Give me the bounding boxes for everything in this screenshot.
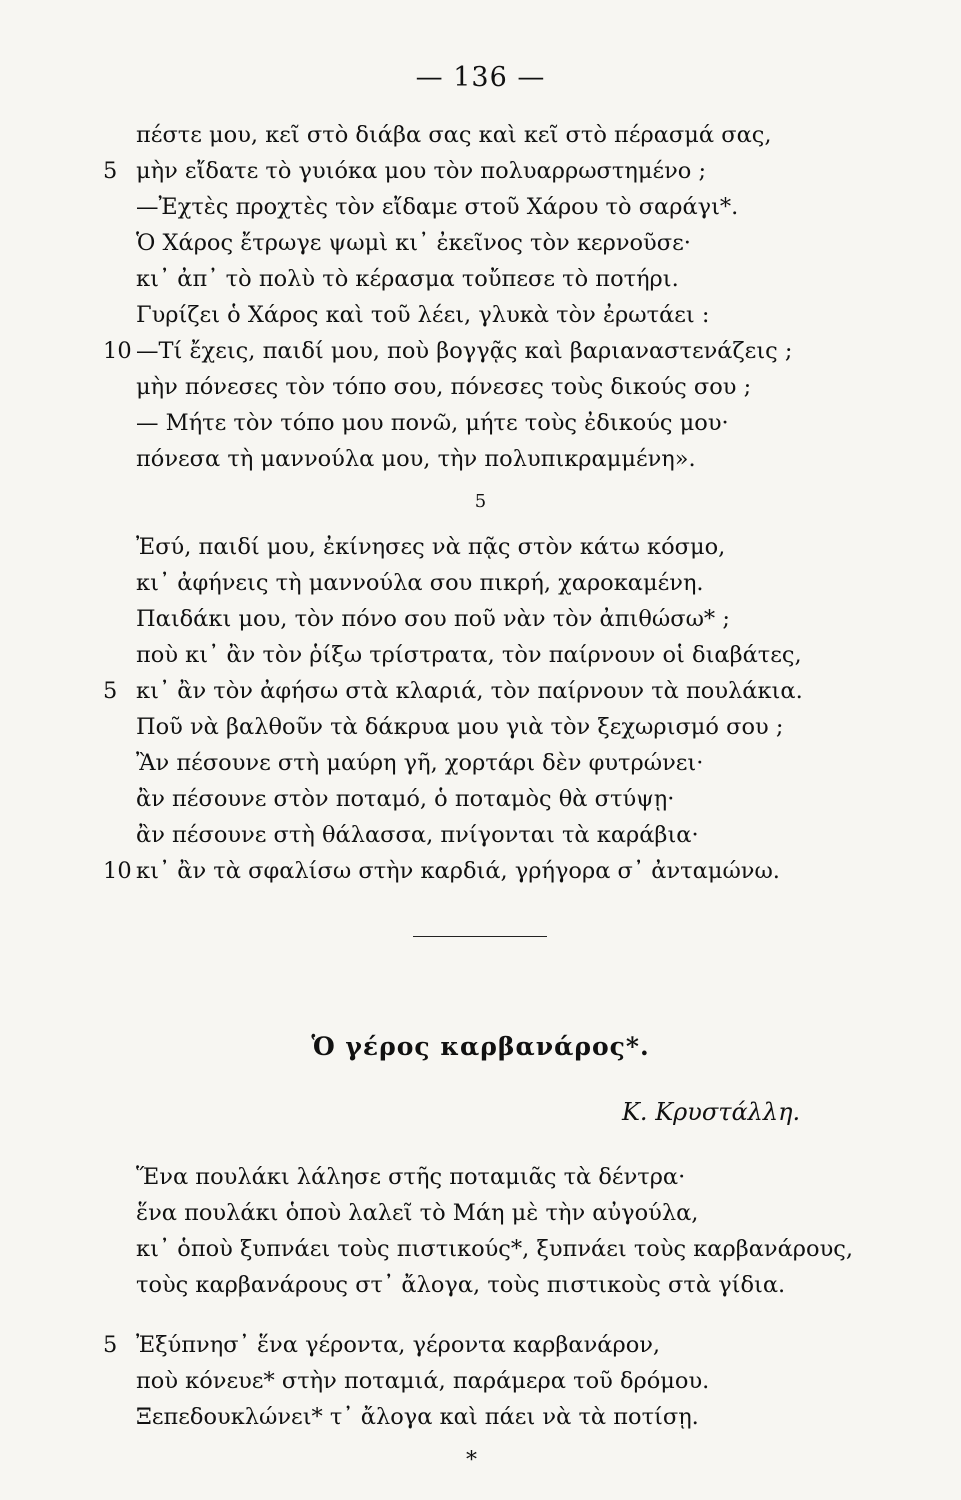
verse-line <box>0 745 961 781</box>
line-text: ποὺ κόνευε* στὴν ποταμιά, παράμερα τοῦ δρόμου. <box>136 1368 710 1394</box>
line-text: κι᾽ ἀφήνεις τὴ μαννούλα σου πικρή, χαροκαμένη. <box>136 570 704 596</box>
line-text: μὴν εἴδατε τὸ γυιόκα μου τὸν πολυαρρωστημένο ; <box>136 158 707 184</box>
verse-block-2 <box>0 529 961 889</box>
line-text: Ξεπεδουκλώνει* τ᾽ ἄλογα καὶ πάει νὰ τὰ ποτίσῃ. <box>136 1404 699 1430</box>
verse-line <box>0 369 961 405</box>
verse-block-3 <box>0 1159 961 1303</box>
line-text: Ἐξύπνησ᾽ ἕνα γέροντα, γέροντα καρβανάρον, <box>136 1332 661 1358</box>
line-text: Ἐσύ, παιδί μου, ἐκίνησες νὰ πᾷς στὸν κάτω κόσμο, <box>136 534 726 560</box>
verse-block-1 <box>0 117 961 477</box>
line-text: ποὺ κι᾽ ἂν τὸν ῥίξω τρίστρατα, τὸν παίρνουν οἱ διαβάτες, <box>136 642 802 668</box>
verse-block-4 <box>0 1327 961 1435</box>
line-text: ἂν πέσουνε στὴ θάλασσα, πνίγονται τὰ καράβια· <box>136 822 699 848</box>
verse-line <box>0 1267 961 1303</box>
line-text: κι᾽ ἀπ᾽ τὸ πολὺ τὸ κέρασμα τοὔπεσε τὸ ποτήρι. <box>136 266 679 292</box>
verse-line <box>0 333 961 369</box>
verse-line <box>0 817 961 853</box>
line-text: μὴν πόνεσες τὸν τόπο σου, πόνεσες τοὺς δικούς σου ; <box>136 374 752 400</box>
line-number: 10 <box>103 338 132 364</box>
verse-line <box>0 189 961 225</box>
verse-line <box>0 529 961 565</box>
line-text: κι᾽ ἂν τὸν ἀφήσω στὰ κλαριά, τὸν παίρνουν τὰ πουλάκια. <box>136 678 803 704</box>
verse-line <box>0 405 961 441</box>
line-text: Ἕνα πουλάκι λάλησε στῆς ποταμιᾶς τὰ δέντρα· <box>136 1164 686 1190</box>
verse-line <box>0 673 961 709</box>
poem-author: Κ. Κρυστάλλη. <box>622 1098 801 1126</box>
verse-line <box>0 261 961 297</box>
line-number: 10 <box>103 858 132 884</box>
verse-line <box>0 1399 961 1435</box>
verse-line <box>0 601 961 637</box>
line-text: Ποῦ νὰ βαλθοῦν τὰ δάκρυα μου γιὰ τὸν ξεχωρισμό σου ; <box>136 714 784 740</box>
line-text: Ἂν πέσουνε στὴ μαύρη γῆ, χορτάρι δὲν φυτρώνει· <box>136 750 704 776</box>
verse-line <box>0 1327 961 1363</box>
footer-asterisk: * <box>466 1448 477 1473</box>
line-number: 5 <box>103 678 118 704</box>
poem-title: Ὁ γέρος καρβανάρος*. <box>311 1032 650 1061</box>
line-text: — Μήτε τὸν τόπο μου πονῶ, μήτε τοὺς ἐδικούς μου· <box>136 410 729 436</box>
verse-line <box>0 1195 961 1231</box>
section-number: 5 <box>474 491 487 512</box>
line-text: —Ἐχτὲς προχτὲς τὸν εἴδαμε στοῦ Χάρου τὸ σαράγι*. <box>136 194 739 220</box>
line-text: Ὁ Χάρος ἔτρωγε ψωμὶ κι᾽ ἐκεῖνος τὸν κερνοῦσε· <box>136 230 691 256</box>
line-text: ἕνα πουλάκι ὁποὺ λαλεῖ τὸ Μάη μὲ τὴν αὐγούλα, <box>136 1200 699 1226</box>
verse-line <box>0 117 961 153</box>
verse-line <box>0 637 961 673</box>
verse-line <box>0 1159 961 1195</box>
verse-line <box>0 853 961 889</box>
line-text: Γυρίζει ὁ Χάρος καὶ τοῦ λέει, γλυκὰ τὸν ἐρωτάει : <box>136 302 710 328</box>
line-number: 5 <box>103 158 118 184</box>
line-text: ἂν πέσουνε στὸν ποταμό, ὁ ποταμὸς θὰ στύψῃ· <box>136 786 675 812</box>
verse-line <box>0 781 961 817</box>
verse-line <box>0 1363 961 1399</box>
verse-line <box>0 225 961 261</box>
line-number: 5 <box>103 1332 118 1358</box>
verse-line <box>0 297 961 333</box>
verse-line <box>0 1231 961 1267</box>
line-text: πόνεσα τὴ μαννούλα μου, τὴν πολυπικραμμένη». <box>136 446 696 472</box>
line-text: κι᾽ ὁποὺ ξυπνάει τοὺς πιστικούς*, ξυπνάει τοὺς καρβανάρους, <box>136 1236 854 1262</box>
verse-line <box>0 153 961 189</box>
verse-line <box>0 565 961 601</box>
line-text: τοὺς καρβανάρους στ᾽ ἄλογα, τοὺς πιστικοὺς στὰ γίδια. <box>136 1272 786 1298</box>
page-number: — 136 — <box>415 62 546 93</box>
line-text: κι᾽ ἂν τὰ σφαλίσω στὴν καρδιά, γρήγορα σ᾽ ἀνταμώνω. <box>136 858 780 884</box>
verse-line <box>0 709 961 745</box>
line-text: —Τί ἔχεις, παιδί μου, ποὺ βογγᾷς καὶ βαριαναστενάζεις ; <box>136 338 793 364</box>
line-text: πέστε μου, κεῖ στὸ διάβα σας καὶ κεῖ στὸ πέρασμά σας, <box>136 122 772 148</box>
line-text: Παιδάκι μου, τὸν πόνο σου ποῦ νὰν τὸν ἀπιθώσω* ; <box>136 606 730 632</box>
section-divider <box>413 936 547 937</box>
verse-line <box>0 441 961 477</box>
